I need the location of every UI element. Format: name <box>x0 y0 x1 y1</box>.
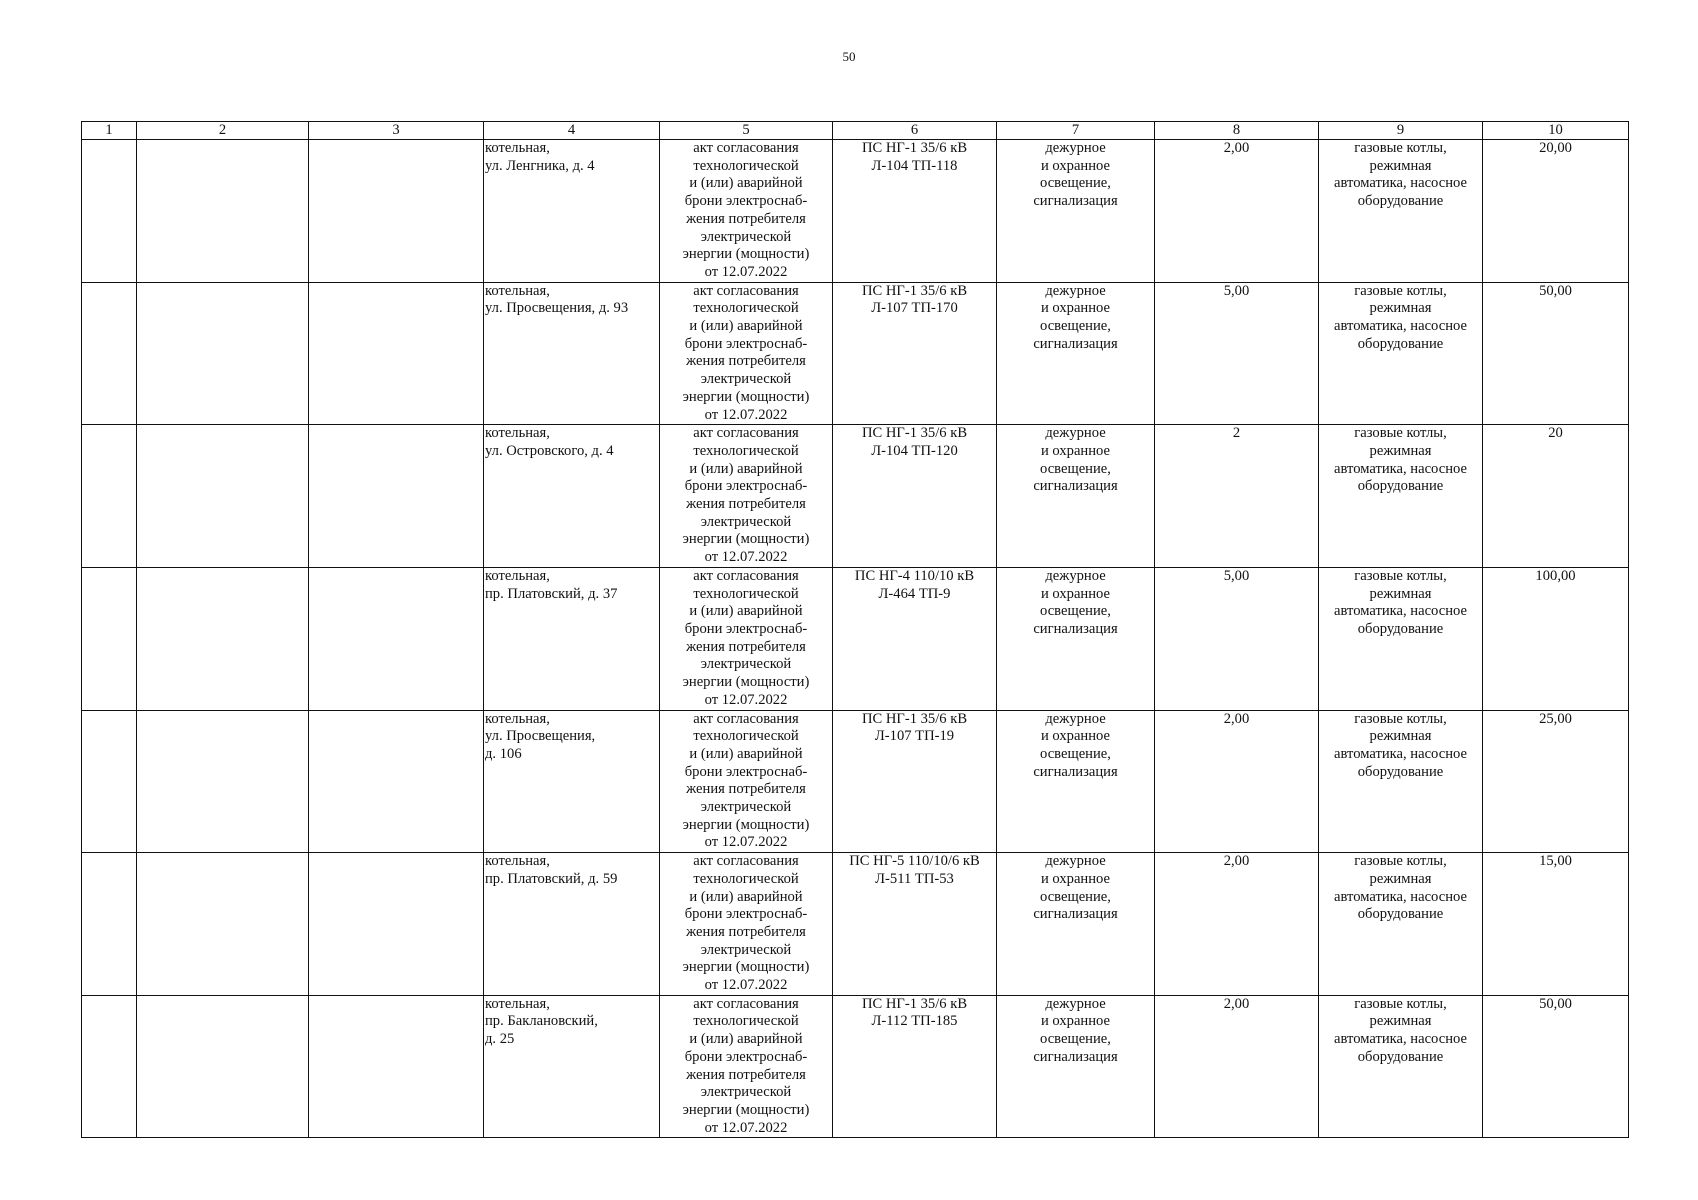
power-source-line: ПС НГ-1 35/6 кВ <box>861 995 968 1012</box>
purpose-line: и охранное <box>1040 300 1111 317</box>
purpose-line: и охранное <box>1040 585 1111 602</box>
document-line: брони электроснаб- <box>684 335 808 352</box>
purpose-cell <box>997 995 1155 1138</box>
value-col8-cell: 5,00 <box>1155 567 1319 710</box>
document-line: электрической <box>700 941 792 958</box>
col-1-empty-cell <box>82 710 137 853</box>
equipment-line: режимная <box>1369 870 1432 887</box>
document-cell <box>660 282 833 425</box>
equipment-line: оборудование <box>1357 763 1444 780</box>
purpose-line: освещение, <box>1040 318 1111 335</box>
equipment-cell <box>1319 710 1483 853</box>
document-line: технологической <box>693 442 799 459</box>
power-source-line: ПС НГ-1 35/6 кВ <box>861 710 968 727</box>
purpose-line: дежурное <box>1045 853 1106 870</box>
col-1-empty-cell <box>82 425 137 568</box>
document-line: технологической <box>693 300 799 317</box>
purpose-line: сигнализация <box>1033 335 1118 352</box>
equipment-line: автоматика, насосное <box>1334 888 1467 905</box>
column-number: 8 <box>1155 122 1319 140</box>
equipment-line: оборудование <box>1357 335 1444 352</box>
object-line: котельная, <box>485 995 550 1012</box>
document-cell <box>660 995 833 1138</box>
equipment-line: автоматика, насосное <box>1334 603 1467 620</box>
power-source-line: ПС НГ-1 35/6 кВ <box>861 282 968 299</box>
document-line: и (или) аварийной <box>689 1031 803 1048</box>
equipment-line: автоматика, насосное <box>1334 318 1467 335</box>
value-col10-cell: 50,00 <box>1483 995 1629 1138</box>
document-line: электрической <box>700 656 792 673</box>
equipment-line: режимная <box>1369 728 1432 745</box>
value-col8-cell: 2,00 <box>1155 853 1319 996</box>
purpose-cell <box>997 282 1155 425</box>
document-line: и (или) аварийной <box>689 460 803 477</box>
document-line: от 12.07.2022 <box>704 549 788 566</box>
purpose-line: сигнализация <box>1033 763 1118 780</box>
equipment-line: газовые котлы, <box>1354 567 1447 584</box>
document-line: и (или) аварийной <box>689 318 803 335</box>
power-source-line: ПС НГ-1 35/6 кВ <box>861 140 968 156</box>
table-row <box>82 425 1629 568</box>
equipment-line: газовые котлы, <box>1354 710 1447 727</box>
document-line: электрической <box>700 799 792 816</box>
document-line: акт согласования <box>693 140 799 156</box>
table-row <box>82 140 1629 283</box>
purpose-line: дежурное <box>1045 282 1106 299</box>
purpose-cell <box>997 710 1155 853</box>
value-col8-cell: 2 <box>1155 425 1319 568</box>
equipment-line: газовые котлы, <box>1354 995 1447 1012</box>
power-source-line: ПС НГ-5 110/10/6 кВ <box>849 853 980 870</box>
object-line: ул. Просвещения, д. 93 <box>485 300 629 317</box>
purpose-line: освещение, <box>1040 175 1111 192</box>
equipment-cell <box>1319 853 1483 996</box>
table-row <box>82 995 1629 1138</box>
purpose-line: и охранное <box>1040 442 1111 459</box>
equipment-line: автоматика, насосное <box>1334 1031 1467 1048</box>
document-line: от 12.07.2022 <box>704 691 788 708</box>
equipment-cell <box>1319 140 1483 283</box>
column-number: 2 <box>137 122 309 140</box>
col-1-empty-cell <box>82 140 137 283</box>
purpose-line: освещение, <box>1040 888 1111 905</box>
document-line: акт согласования <box>693 282 799 299</box>
object-line: ул. Просвещения, <box>485 728 596 745</box>
document-line: технологической <box>693 157 799 174</box>
document-cell <box>660 567 833 710</box>
purpose-line: дежурное <box>1045 567 1106 584</box>
document-line: технологической <box>693 870 799 887</box>
document-line: энергии (мощности) <box>682 816 810 833</box>
value-col10-cell: 15,00 <box>1483 853 1629 996</box>
equipment-line: газовые котлы, <box>1354 853 1447 870</box>
document-line: энергии (мощности) <box>682 674 810 691</box>
equipment-line: автоматика, насосное <box>1334 175 1467 192</box>
document-line: от 12.07.2022 <box>704 263 788 280</box>
col-3-empty-cell <box>309 853 484 996</box>
purpose-line: освещение, <box>1040 603 1111 620</box>
value-col10-cell: 50,00 <box>1483 282 1629 425</box>
document-line: и (или) аварийной <box>689 603 803 620</box>
value-col8-cell: 2,00 <box>1155 995 1319 1138</box>
document-line: жения потребителя <box>686 353 806 370</box>
document-line: брони электроснаб- <box>684 906 808 923</box>
column-number: 5 <box>660 122 833 140</box>
purpose-line: сигнализация <box>1033 620 1118 637</box>
equipment-line: оборудование <box>1357 478 1444 495</box>
object-cell <box>484 567 660 710</box>
document-cell <box>660 853 833 996</box>
purpose-line: дежурное <box>1045 995 1106 1012</box>
document-line: и (или) аварийной <box>689 745 803 762</box>
page-number: 50 <box>842 49 856 64</box>
col-1-empty-cell <box>82 567 137 710</box>
table-row <box>82 710 1629 853</box>
document-line: от 12.07.2022 <box>704 834 788 851</box>
purpose-line: дежурное <box>1045 425 1106 442</box>
purpose-cell <box>997 567 1155 710</box>
value-col10-cell: 20,00 <box>1483 140 1629 283</box>
document-line: электрической <box>700 513 792 530</box>
document-line: брони электроснаб- <box>684 1048 808 1065</box>
power-source-line: Л-112 ТП-185 <box>871 1013 958 1030</box>
value-col8-cell: 2,00 <box>1155 140 1319 283</box>
power-source-cell <box>833 140 997 283</box>
column-number: 9 <box>1319 122 1483 140</box>
purpose-line: освещение, <box>1040 745 1111 762</box>
col-3-empty-cell <box>309 140 484 283</box>
equipment-line: режимная <box>1369 1013 1432 1030</box>
equipment-line: автоматика, насосное <box>1334 745 1467 762</box>
object-line: котельная, <box>485 282 550 299</box>
document-line: от 12.07.2022 <box>704 406 788 423</box>
col-2-empty-cell <box>137 710 309 853</box>
equipment-line: газовые котлы, <box>1354 425 1447 442</box>
column-number: 6 <box>833 122 997 140</box>
document-line: акт согласования <box>693 710 799 727</box>
object-cell <box>484 140 660 283</box>
power-source-line: Л-107 ТП-19 <box>874 728 955 745</box>
power-source-line: Л-464 ТП-9 <box>878 585 951 602</box>
equipment-line: оборудование <box>1357 193 1444 210</box>
document-cell <box>660 140 833 283</box>
col-2-empty-cell <box>137 282 309 425</box>
power-source-cell <box>833 710 997 853</box>
object-line: д. 106 <box>485 745 522 762</box>
document-line: акт согласования <box>693 853 799 870</box>
document-line: жения потребителя <box>686 496 806 513</box>
col-3-empty-cell <box>309 425 484 568</box>
purpose-line: дежурное <box>1045 710 1106 727</box>
col-2-empty-cell <box>137 853 309 996</box>
equipment-cell <box>1319 425 1483 568</box>
document-line: брони электроснаб- <box>684 193 808 210</box>
column-number-row <box>82 122 1629 140</box>
document-line: и (или) аварийной <box>689 888 803 905</box>
purpose-line: и охранное <box>1040 728 1111 745</box>
table-row <box>82 853 1629 996</box>
object-line: д. 25 <box>485 1031 515 1048</box>
equipment-cell <box>1319 282 1483 425</box>
document-line: акт согласования <box>693 425 799 442</box>
power-source-cell <box>833 425 997 568</box>
col-3-empty-cell <box>309 282 484 425</box>
value-col10-cell: 25,00 <box>1483 710 1629 853</box>
purpose-line: сигнализация <box>1033 478 1118 495</box>
object-line: пр. Платовский, д. 59 <box>485 870 618 887</box>
document-line: энергии (мощности) <box>682 531 810 548</box>
object-cell <box>484 710 660 853</box>
purpose-line: и охранное <box>1040 1013 1111 1030</box>
column-number: 4 <box>484 122 660 140</box>
purpose-cell <box>997 140 1155 283</box>
document-line: жения потребителя <box>686 210 806 227</box>
col-1-empty-cell <box>82 853 137 996</box>
equipment-line: режимная <box>1369 585 1432 602</box>
column-number: 1 <box>82 122 137 140</box>
object-cell <box>484 282 660 425</box>
purpose-cell <box>997 425 1155 568</box>
purpose-line: сигнализация <box>1033 906 1118 923</box>
document-table <box>81 121 1629 1138</box>
col-1-empty-cell <box>82 995 137 1138</box>
column-number: 3 <box>309 122 484 140</box>
power-source-line: Л-104 ТП-120 <box>871 442 958 459</box>
document-cell <box>660 425 833 568</box>
purpose-line: освещение, <box>1040 460 1111 477</box>
document-line: акт согласования <box>693 567 799 584</box>
document-line: жения потребителя <box>686 781 806 798</box>
document-line: электрической <box>700 371 792 388</box>
purpose-line: сигнализация <box>1033 193 1118 210</box>
document-line: от 12.07.2022 <box>704 977 788 994</box>
document-line: технологической <box>693 585 799 602</box>
equipment-line: оборудование <box>1357 906 1444 923</box>
object-line: котельная, <box>485 140 550 156</box>
document-line: брони электроснаб- <box>684 763 808 780</box>
power-source-cell <box>833 995 997 1138</box>
object-cell <box>484 425 660 568</box>
power-source-line: ПС НГ-4 110/10 кВ <box>854 567 975 584</box>
object-cell <box>484 853 660 996</box>
equipment-cell <box>1319 995 1483 1138</box>
power-source-cell <box>833 282 997 425</box>
equipment-line: режимная <box>1369 157 1432 174</box>
object-line: пр. Баклановский, <box>485 1013 598 1030</box>
object-cell <box>484 995 660 1138</box>
object-line: ул. Островского, д. 4 <box>485 442 614 459</box>
document-line: электрической <box>700 1084 792 1101</box>
table-row <box>82 282 1629 425</box>
object-line: пр. Платовский, д. 37 <box>485 585 618 602</box>
col-3-empty-cell <box>309 995 484 1138</box>
document-cell <box>660 710 833 853</box>
power-source-cell <box>833 853 997 996</box>
col-2-empty-cell <box>137 567 309 710</box>
document-line: брони электроснаб- <box>684 478 808 495</box>
purpose-line: дежурное <box>1045 140 1106 156</box>
document-line: брони электроснаб- <box>684 620 808 637</box>
col-1-empty-cell <box>82 282 137 425</box>
equipment-line: автоматика, насосное <box>1334 460 1467 477</box>
column-number: 10 <box>1483 122 1629 140</box>
document-line: технологической <box>693 728 799 745</box>
equipment-line: режимная <box>1369 300 1432 317</box>
document-line: энергии (мощности) <box>682 246 810 263</box>
object-line: котельная, <box>485 710 550 727</box>
object-line: котельная, <box>485 425 550 442</box>
power-source-line: ПС НГ-1 35/6 кВ <box>861 425 968 442</box>
document-line: жения потребителя <box>686 638 806 655</box>
purpose-cell <box>997 853 1155 996</box>
document-line: и (или) аварийной <box>689 175 803 192</box>
purpose-line: и охранное <box>1040 157 1111 174</box>
document-line: от 12.07.2022 <box>704 1119 788 1136</box>
equipment-cell <box>1319 567 1483 710</box>
object-line: котельная, <box>485 853 550 870</box>
col-3-empty-cell <box>309 567 484 710</box>
purpose-line: освещение, <box>1040 1031 1111 1048</box>
value-col8-cell: 2,00 <box>1155 710 1319 853</box>
document-line: электрической <box>700 228 792 245</box>
document-line: акт согласования <box>693 995 799 1012</box>
document-line: энергии (мощности) <box>682 388 810 405</box>
purpose-line: и охранное <box>1040 870 1111 887</box>
power-source-line: Л-104 ТП-118 <box>871 157 958 174</box>
value-col10-cell: 100,00 <box>1483 567 1629 710</box>
equipment-line: режимная <box>1369 442 1432 459</box>
table-row <box>82 567 1629 710</box>
col-2-empty-cell <box>137 995 309 1138</box>
col-3-empty-cell <box>309 710 484 853</box>
power-source-line: Л-511 ТП-53 <box>875 870 954 887</box>
document-line: технологической <box>693 1013 799 1030</box>
document-line: жения потребителя <box>686 1066 806 1083</box>
object-line: ул. Ленгника, д. 4 <box>485 157 595 174</box>
value-col8-cell: 5,00 <box>1155 282 1319 425</box>
col-2-empty-cell <box>137 140 309 283</box>
document-line: жения потребителя <box>686 923 806 940</box>
equipment-line: оборудование <box>1357 620 1444 637</box>
value-col10-cell: 20 <box>1483 425 1629 568</box>
col-2-empty-cell <box>137 425 309 568</box>
document-line: энергии (мощности) <box>682 959 810 976</box>
equipment-line: газовые котлы, <box>1354 140 1447 156</box>
equipment-line: оборудование <box>1357 1048 1444 1065</box>
power-source-cell <box>833 567 997 710</box>
equipment-line: газовые котлы, <box>1354 282 1447 299</box>
document-line: энергии (мощности) <box>682 1101 810 1118</box>
purpose-line: сигнализация <box>1033 1048 1118 1065</box>
object-line: котельная, <box>485 567 550 584</box>
power-source-line: Л-107 ТП-170 <box>871 300 958 317</box>
column-number: 7 <box>997 122 1155 140</box>
